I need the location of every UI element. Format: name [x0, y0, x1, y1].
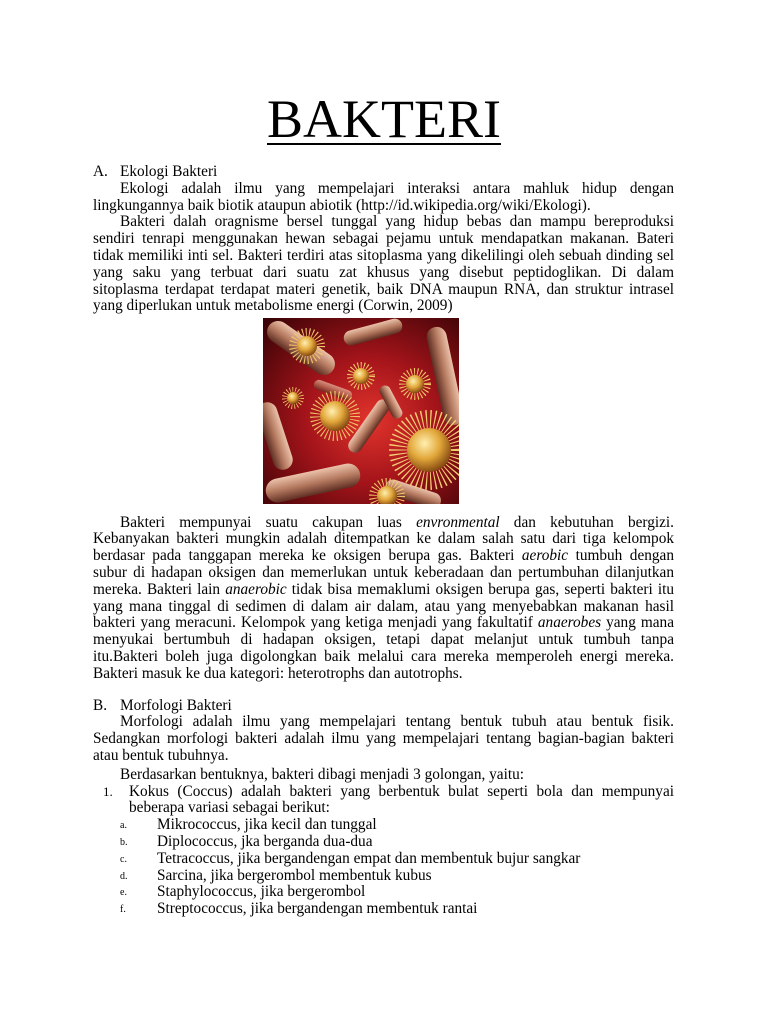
paragraph-line: Sedangkan morfologi bakteri adalah ilmu yang mempelajari tentang bagian-bagian bakteri: [93, 730, 674, 748]
sub-list-item: [93, 851, 674, 868]
sub-list-letter: b.: [120, 836, 128, 848]
paragraph-ekologi-definition: [93, 181, 674, 215]
section-heading-text: Morfologi Bakteri: [120, 696, 232, 714]
list-number: 1.: [103, 783, 113, 799]
paragraph-bakteri-definition: [93, 214, 674, 315]
paragraph-line: itu.Bakteri boleh juga digolongkan baik melalui cara mereka memperoleh energi mereka.: [93, 647, 674, 665]
paragraph-golongan-intro: Berdasarkan bentuknya, bakteri dibagi menjadi 3 golongan, yaitu:: [120, 765, 524, 783]
document-title-text: BAKTERI: [267, 89, 501, 149]
sub-list-text: Staphylococcus, jika bergerombol: [157, 883, 366, 901]
section-marker: B.: [93, 696, 108, 714]
paragraph-line: sendiri tenrapi menggunakan hewan sebagai pejamu untuk mendapatkan makanan. Bateri: [93, 230, 674, 248]
document-title: [0, 89, 768, 149]
paragraph-line: yang diperlukan untuk metabolisme energi (Corwin, 2009): [93, 297, 453, 315]
section-marker: A.: [93, 163, 108, 180]
paragraph-line: atau bentuk tubuhnya.: [93, 746, 229, 764]
sub-list-item: [93, 884, 674, 901]
paragraph-line: [93, 548, 674, 565]
list-item-line: Kokus (Coccus) adalah bakteri yang berbentuk bulat seperti bola dan mempunyai: [129, 782, 674, 800]
paragraph-line: [93, 515, 674, 532]
text-run: yang mana: [601, 614, 674, 632]
sub-list-item: [93, 901, 674, 918]
italic-term: anaerobic: [225, 580, 287, 598]
sub-list-letter: d.: [120, 870, 128, 882]
document-body: [93, 164, 674, 918]
text-run: bakteri yang meracuni. Kelompok yang ketiga menjadi yang fakultatif: [93, 614, 538, 632]
italic-term: aerobic: [521, 547, 569, 565]
italic-term: envronmental: [416, 513, 500, 531]
sub-list-letter: e.: [120, 887, 127, 899]
text-run: dan kebutuhan bergizi.: [499, 513, 675, 531]
section-heading-text: Ekologi Bakteri: [120, 163, 218, 180]
text-run: Bakteri mempunyai suatu cakupan luas: [120, 513, 417, 531]
paragraph-bakteri-oksigen: [93, 515, 674, 683]
italic-term: anaerobes: [537, 614, 602, 632]
sub-list: [93, 817, 674, 918]
paragraph-line: subur di hadapan oksigen dan memerlukan untuk keberadaan dan pertumbuhan dilanjutkan: [93, 563, 674, 581]
list-item: [93, 784, 674, 918]
paragraph-line: yang mana tinggal di sedimen di dalam air dalam, atau yang menyebabkan makanan hasil: [93, 597, 674, 615]
section-b-heading: [93, 698, 674, 715]
sub-list-text: Diplococcus, jka berganda dua-dua: [157, 832, 373, 850]
sub-list-letter: a.: [120, 820, 127, 832]
list-item-line: beberapa variasi sebagai berikut:: [129, 799, 330, 817]
paragraph-line: lingkungannya baik biotik ataupun abiotik (http://id.wikipedia.org/wiki/Ekologi).: [93, 196, 591, 214]
section-a-heading: [93, 164, 674, 181]
paragraph-morfologi-definition: [93, 714, 674, 764]
bacteria-illustration: [263, 318, 459, 504]
text-run: berdasar pada tanggapan mereka ke oksigen berupa gas. Bakteri: [93, 547, 522, 565]
paragraph-line: [93, 582, 674, 599]
sub-list-text: Tetracoccus, jika bergandengan empat dan membentuk bujur sangkar: [157, 849, 581, 867]
paragraph-line: yang saku yang terbuat dari suatu zat khusus yang disebut peptidoglikan. Di dalam: [93, 263, 674, 281]
paragraph-line: Bakteri dalah oragnisme bersel tunggal yang hidup bebas dan mampu bereproduksi: [120, 213, 674, 231]
sub-list-text: Mikrococcus, jika kecil dan tunggal: [157, 816, 377, 834]
sub-list-text: Streptococcus, jika bergandengan membentuk rantai: [157, 900, 478, 918]
text-run: tumbuh dengan: [568, 547, 674, 565]
paragraph-line: menyukai bertumbuh di hadapan oksigen, tetapi dapat melanjut untuk tumbuh tanpa: [93, 631, 674, 649]
paragraph-line: sitoplasma terdapat terdapat materi genetik, baik DNA maupun RNA, dan struktur intrasel: [93, 280, 674, 298]
paragraph-line: Ekologi adalah ilmu yang mempelajari interaksi antara mahluk hidup dengan: [120, 179, 674, 197]
paragraph-line: [93, 615, 674, 632]
sub-list-item: [93, 817, 674, 834]
sub-list-letter: c.: [120, 853, 127, 865]
sub-list-letter: f.: [120, 904, 126, 916]
bacteria-image: [263, 318, 459, 504]
sub-list-item: [93, 868, 674, 885]
paragraph-line: tidak memiliki inti sel. Bakteri terdiri atas sitoplasma yang dikelilingi oleh sebuah dinding sel: [93, 246, 674, 264]
sub-list-item: [93, 834, 674, 851]
text-run: tidak bisa memaklumi oksigen berupa gas, seperti bakteri itu: [286, 580, 674, 598]
text-run: mereka. Bakteri lain: [93, 580, 226, 598]
paragraph-line: Morfologi adalah ilmu yang mempelajari tentang bentuk tubuh atau bentuk fisik.: [120, 713, 674, 731]
sub-list-text: Sarcina, jika bergerombol membentuk kubus: [157, 866, 432, 884]
paragraph-line: Bakteri masuk ke dua kategori: heterotrophs dan autotrophs.: [93, 664, 463, 682]
paragraph-line: Kebanyakan bakteri mungkin adalah ditempatkan ke dalam salah satu dari tiga kelompok: [93, 530, 674, 548]
